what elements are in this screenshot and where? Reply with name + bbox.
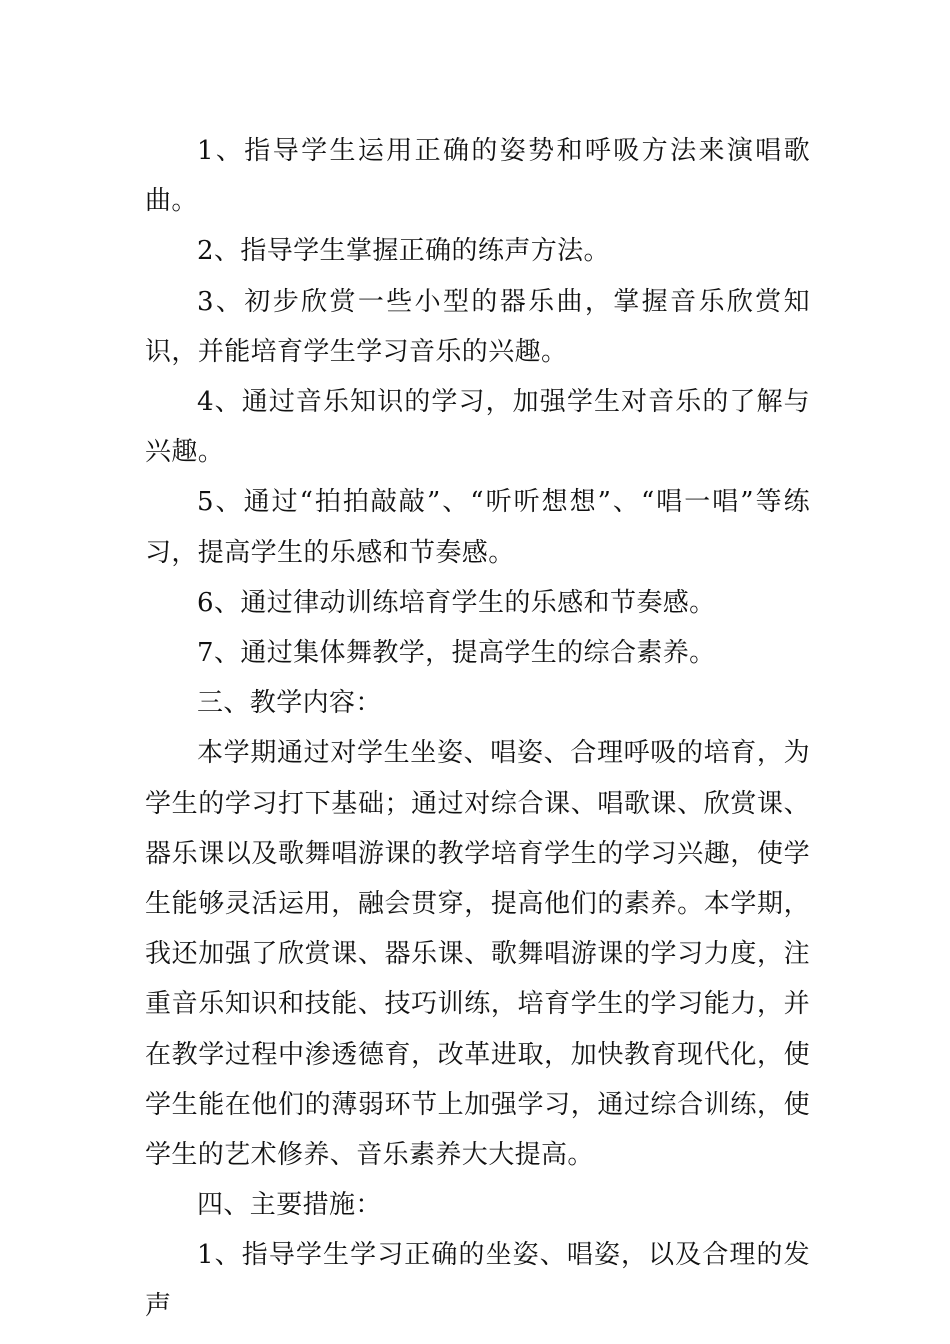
paragraph-teaching-content: 本学期通过对学生坐姿、唱姿、合理呼吸的培育，为学生的学习打下基础；通过对综合课、唱歌课、欣赏课、器乐课以及歌舞唱游课的教学培育学生的学习兴趣，使学生能够灵活运用，融会贯穿，提高他们的素养。本学期，我还加强了欣赏课、器乐课、歌舞唱游课的学习力度，注重音乐知识和技能、技巧训练，培育学生的学习能力，并在教学过程中渗透德育，改革进取，加快教育现代化，使学生能在他们的薄弱环节上加强学习，通过综合训练，使学生的艺术修养、音乐素养大大提高。 bbox=[145, 738, 810, 1171]
paragraph-goal-7: 7、通过集体舞教学，提高学生的综合素养。 bbox=[197, 638, 716, 669]
paragraph-goal-2: 2、指导学生掌握正确的练声方法。 bbox=[197, 236, 610, 267]
paragraph-goal-4: 4、通过音乐知识的学习，加强学生对音乐的了解与兴趣。 bbox=[145, 387, 810, 468]
paragraph-goal-3: 3、初步欣赏一些小型的器乐曲，掌握音乐欣赏知识，并能培育学生学习音乐的兴趣。 bbox=[145, 286, 810, 367]
paragraph-goal-6: 6、通过律动训练培育学生的乐感和节奏感。 bbox=[197, 587, 716, 618]
section-heading-main-measures: 四、主要措施： bbox=[197, 1190, 382, 1221]
paragraph-goal-5: 5、通过“拍拍敲敲”、“听听想想”、“唱一唱”等练习，提高学生的乐感和节奏感。 bbox=[145, 487, 810, 568]
document-body bbox=[145, 126, 810, 1331]
section-heading-teaching-content: 三、教学内容： bbox=[197, 688, 382, 719]
paragraph-goal-1: 1、指导学生运用正确的姿势和呼吸方法来演唱歌曲。 bbox=[145, 136, 810, 217]
paragraph-measure-1: 1、指导学生学习正确的坐姿、唱姿，以及合理的发声 bbox=[145, 1240, 810, 1321]
